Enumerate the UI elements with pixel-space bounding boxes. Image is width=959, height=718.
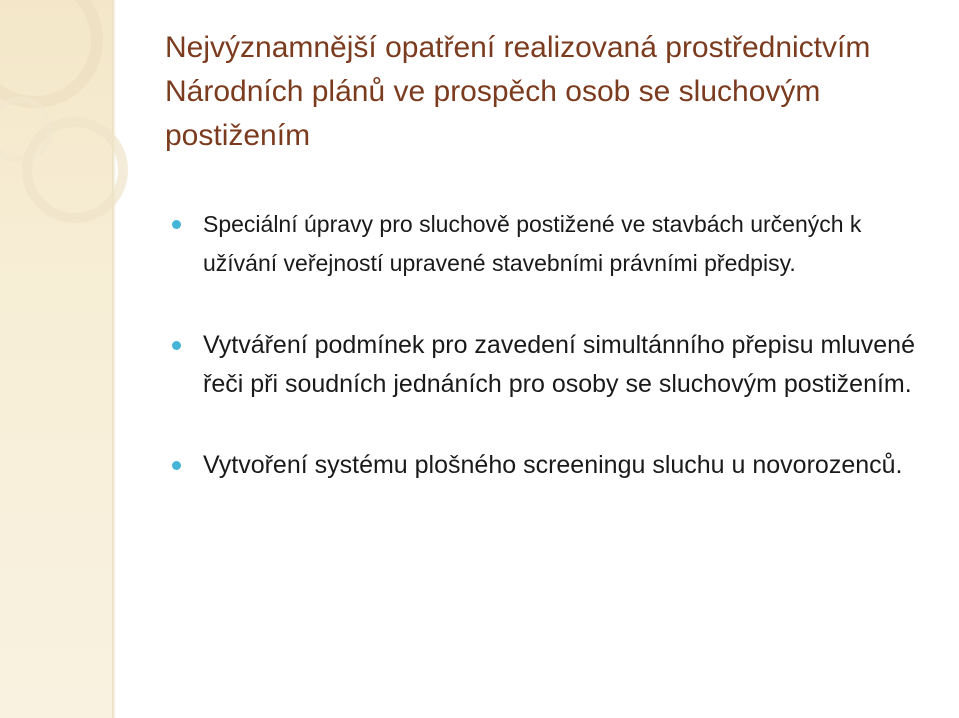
bullet-dot-icon [172, 461, 181, 470]
bullet-dot-icon [172, 341, 181, 350]
decorative-rings-ornament [0, 0, 180, 260]
bullet-text: Vytváření podmínek pro zavedení simultánního přepisu mluvené řeči při soudních jednáních pro osoby se sluchovým postižením. [203, 331, 915, 398]
bullet-item [172, 446, 932, 485]
bullet-dot-icon [172, 220, 181, 229]
slide-title: Nejvýznamnější opatření realizovaná prostřednictvím Národních plánů ve prospěch osob se sluchovým postižením [165, 31, 871, 152]
bullet-item [172, 205, 932, 283]
bullet-text: Speciální úpravy pro sluchově postižené ve stavbách určených k užívání veřejností upravené stavebními právními předpisy. [203, 211, 862, 276]
bullet-item [172, 326, 932, 404]
bullet-list [172, 205, 932, 485]
bullet-text: Vytvoření systému plošného screeningu sluchu u novorozenců. [203, 451, 903, 479]
